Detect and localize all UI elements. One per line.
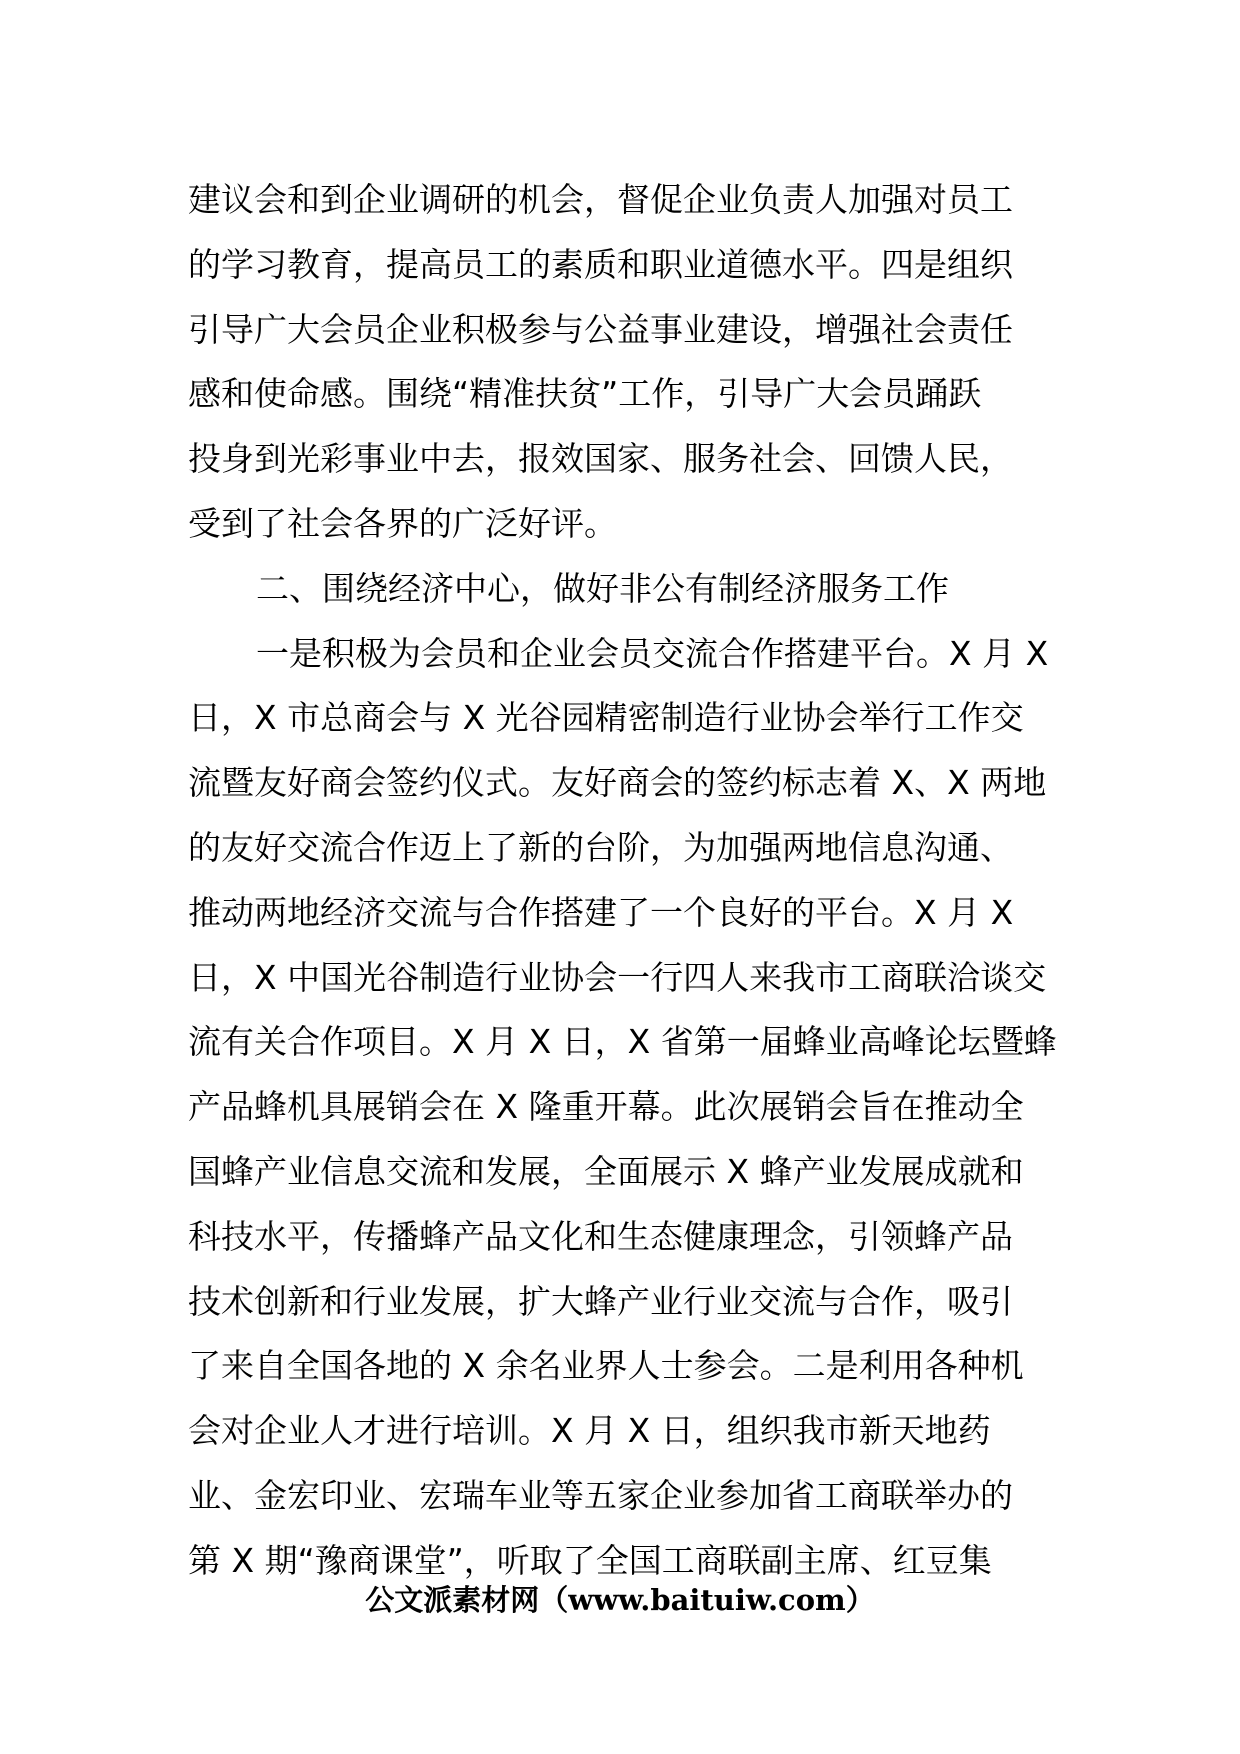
text-line: 推动两地经济交流与合作搭建了一个良好的平台。X 月 X: [188, 892, 1014, 932]
text-line: 会对企业人才进行培训。X 月 X 日，组织我市新天地药: [188, 1411, 991, 1451]
text-line: 的友好交流合作迈上了新的台阶，为加强两地信息沟通、: [188, 827, 1013, 867]
text-line: 受到了社会各界的广泛好评。: [188, 503, 617, 543]
text-line: 建议会和到企业调研的机会，督促企业负责人加强对员工: [188, 180, 1013, 219]
text-line: 科技水平，传播蜂产品文化和生态健康理念，引领蜂产品: [188, 1216, 1013, 1256]
page-footer-watermark: 公文派素材网（www.baituiw.com）: [365, 1583, 875, 1617]
text-line: 投身到光彩事业中去，报效国家、服务社会、回馈人民，: [188, 439, 1013, 479]
text-line: 日，X 中国光谷制造行业协会一行四人来我市工商联洽谈交: [188, 957, 1047, 997]
text-line: 流暨友好商会签约仪式。友好商会的签约标志着 X、X 两地: [188, 763, 1047, 803]
document-body: [188, 168, 1058, 1594]
text-line: 感和使命感。围绕“精准扶贫”工作，引导广大会员踊跃: [188, 374, 982, 414]
text-line: 产品蜂机具展销会在 X 隆重开幕。此次展销会旨在推动全: [188, 1087, 1024, 1127]
text-line: 的学习教育，提高员工的素质和职业道德水平。四是组织: [188, 244, 1013, 284]
text-line: 流有关合作项目。X 月 X 日，X 省第一届蜂业高峰论坛暨蜂: [188, 1022, 1057, 1062]
text-line: 业、金宏印业、宏瑞车业等五家企业参加省工商联举办的: [188, 1475, 1013, 1515]
text-line: 了来自全国各地的 X 余名业界人士参会。二是利用各种机: [188, 1346, 1024, 1386]
text-line: 日，X 市总商会与 X 光谷园精密制造行业协会举行工作交: [188, 698, 1024, 738]
section-heading: 二、围绕经济中心，做好非公有制经济服务工作: [256, 568, 949, 608]
text-line: 一是积极为会员和企业会员交流合作搭建平台。X 月 X: [256, 633, 1049, 673]
text-line: 技术创新和行业发展，扩大蜂产业行业交流与合作，吸引: [188, 1281, 1013, 1321]
text-line: 国蜂产业信息交流和发展，全面展示 X 蜂产业发展成就和: [188, 1151, 1024, 1191]
text-line: 第 X 期“豫商课堂”，听取了全国工商联副主席、红豆集: [188, 1540, 992, 1580]
text-line: 引导广大会员企业积极参与公益事业建设，增强社会责任: [188, 309, 1013, 349]
